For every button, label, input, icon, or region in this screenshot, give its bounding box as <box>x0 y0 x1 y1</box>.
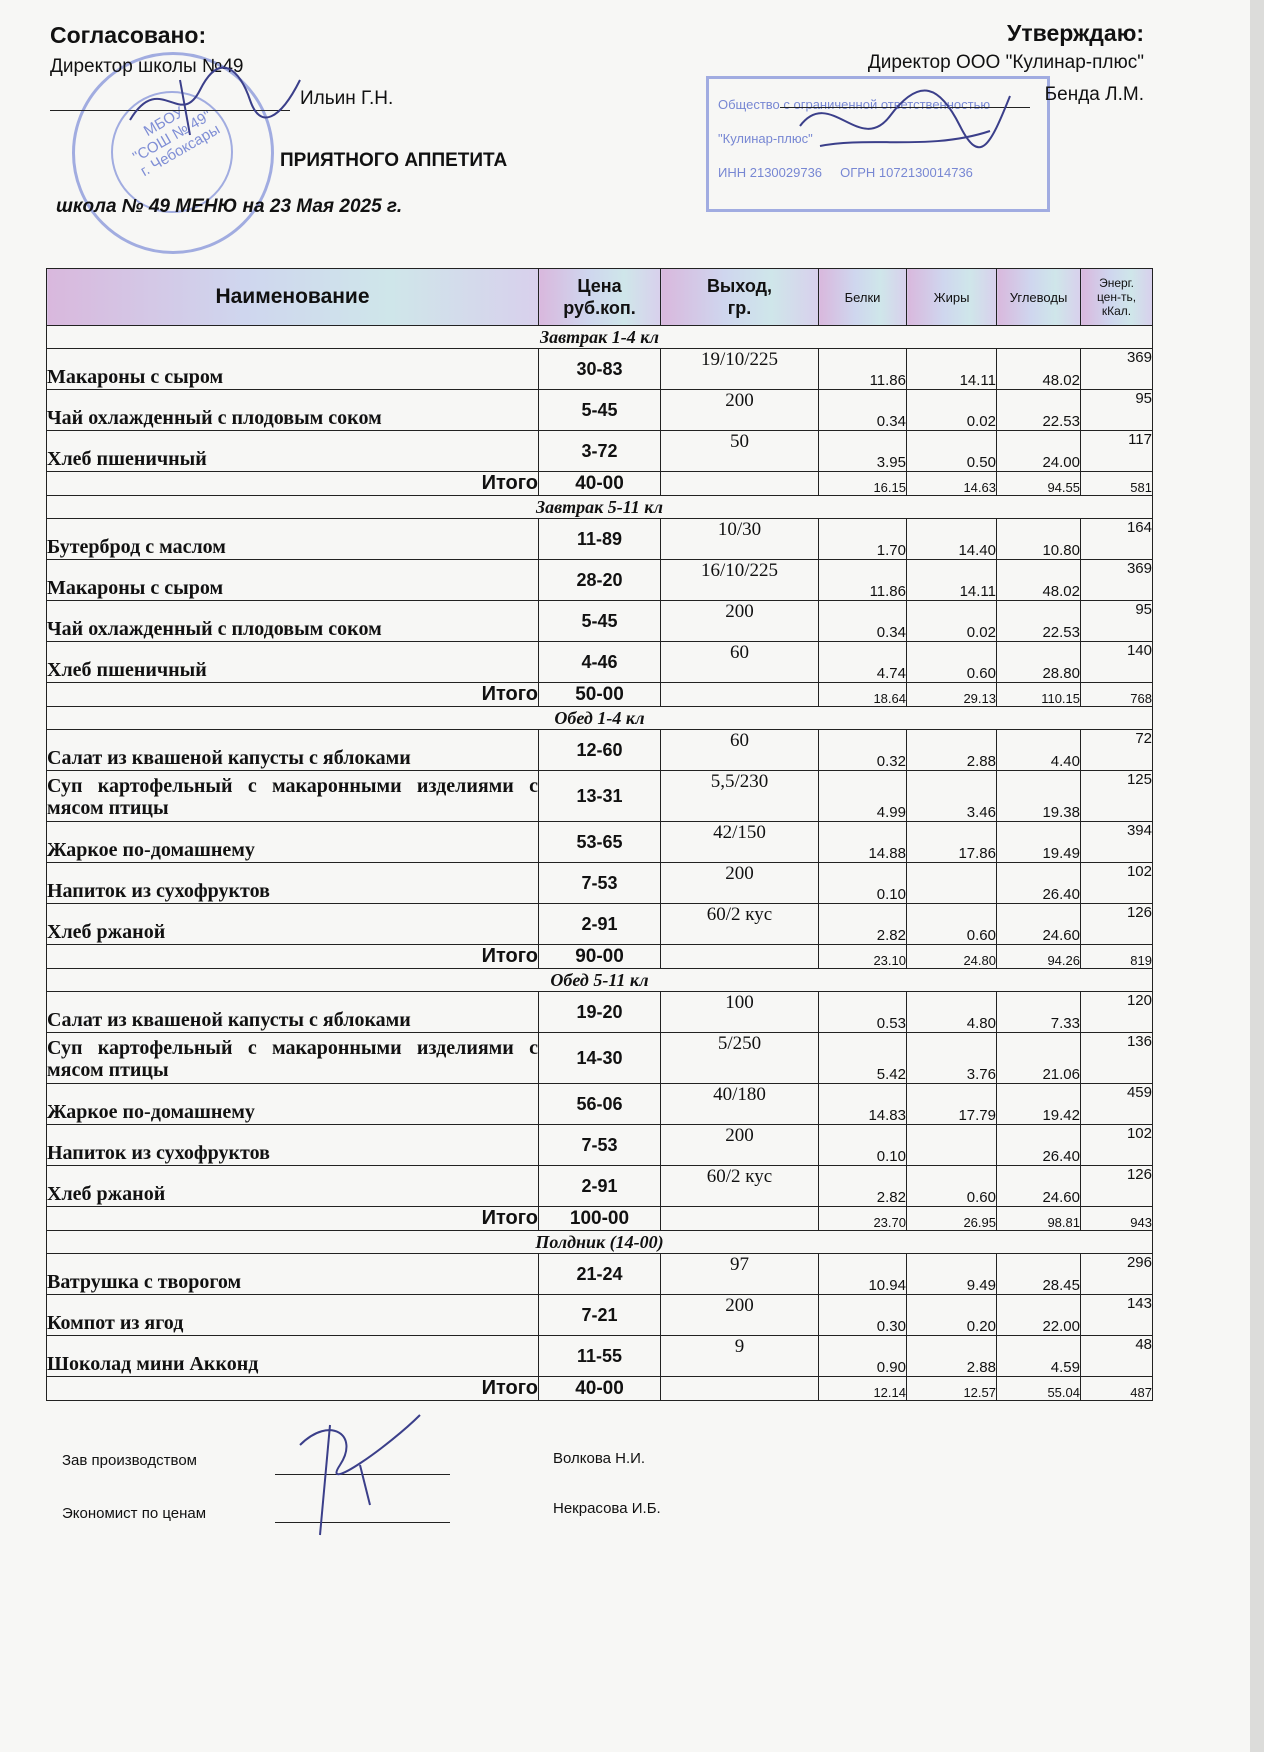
dish-yield: 5,5/230 <box>661 771 819 822</box>
dish-price: 2-91 <box>539 904 661 945</box>
footer-signature <box>270 1405 450 1545</box>
section-row <box>47 1231 1153 1254</box>
dish-name: Суп картофельный с макаронными изделиями с мясом птицы <box>47 771 539 822</box>
dish-fat: 17.86 <box>907 822 997 863</box>
total-fat: 26.95 <box>907 1207 997 1231</box>
total-label: Итого <box>47 472 539 496</box>
dish-yield: 16/10/225 <box>661 560 819 601</box>
total-price: 90-00 <box>539 945 661 969</box>
dish-carbs: 26.40 <box>997 863 1081 904</box>
dish-name: Жаркое по-домашнему <box>47 822 539 863</box>
total-energy: 487 <box>1081 1377 1153 1401</box>
dish-name: Макароны с сыром <box>47 349 539 390</box>
dish-name: Хлеб ржаной <box>47 1166 539 1207</box>
total-protein: 23.70 <box>819 1207 907 1231</box>
dish-name: Компот из ягод <box>47 1295 539 1336</box>
section-title: Завтрак 1-4 кл <box>47 326 1153 349</box>
total-fat: 24.80 <box>907 945 997 969</box>
dish-name: Чай охлажденный с плодовым соком <box>47 601 539 642</box>
total-yield-empty <box>661 1207 819 1231</box>
dish-energy: 95 <box>1081 601 1153 642</box>
dish-protein: 1.70 <box>819 519 907 560</box>
total-energy: 819 <box>1081 945 1153 969</box>
total-carbs: 110.15 <box>997 683 1081 707</box>
dish-protein: 0.10 <box>819 863 907 904</box>
dish-carbs: 28.80 <box>997 642 1081 683</box>
dish-energy: 126 <box>1081 904 1153 945</box>
total-fat: 29.13 <box>907 683 997 707</box>
total-protein: 23.10 <box>819 945 907 969</box>
dish-name: Бутерброд с маслом <box>47 519 539 560</box>
dish-price: 56-06 <box>539 1084 661 1125</box>
dish-fat: 14.40 <box>907 519 997 560</box>
dish-yield: 50 <box>661 431 819 472</box>
table-row <box>47 642 1153 683</box>
total-row <box>47 472 1153 496</box>
table-row <box>47 431 1153 472</box>
total-yield-empty <box>661 1377 819 1401</box>
table-row <box>47 1254 1153 1295</box>
total-protein: 12.14 <box>819 1377 907 1401</box>
dish-yield: 60 <box>661 642 819 683</box>
section-row <box>47 326 1153 349</box>
total-fat: 12.57 <box>907 1377 997 1401</box>
table-row <box>47 1336 1153 1377</box>
dish-price: 12-60 <box>539 730 661 771</box>
confirm-position: Директор ООО "Кулинар-плюс" <box>867 52 1144 73</box>
dish-carbs: 26.40 <box>997 1125 1081 1166</box>
dish-carbs: 19.42 <box>997 1084 1081 1125</box>
dish-protein: 3.95 <box>819 431 907 472</box>
total-energy: 943 <box>1081 1207 1153 1231</box>
dish-protein: 0.30 <box>819 1295 907 1336</box>
dish-protein: 2.82 <box>819 1166 907 1207</box>
section-title: Обед 5-11 кл <box>47 969 1153 992</box>
col-name-header: Наименование <box>47 269 539 326</box>
total-price: 100-00 <box>539 1207 661 1231</box>
col-price-header: Цена руб.коп. <box>539 269 661 326</box>
dish-energy: 72 <box>1081 730 1153 771</box>
dish-carbs: 24.00 <box>997 431 1081 472</box>
section-row <box>47 707 1153 730</box>
dish-fat <box>907 863 997 904</box>
dish-fat <box>907 1125 997 1166</box>
dish-fat: 0.60 <box>907 904 997 945</box>
table-row <box>47 601 1153 642</box>
dish-carbs: 48.02 <box>997 560 1081 601</box>
dish-name: Салат из квашеной капусты с яблоками <box>47 992 539 1033</box>
table-row <box>47 1084 1153 1125</box>
dish-price: 5-45 <box>539 390 661 431</box>
table-row <box>47 390 1153 431</box>
dish-yield: 40/180 <box>661 1084 819 1125</box>
total-carbs: 94.55 <box>997 472 1081 496</box>
dish-fat: 0.20 <box>907 1295 997 1336</box>
dish-carbs: 48.02 <box>997 349 1081 390</box>
dish-fat: 3.46 <box>907 771 997 822</box>
dish-protein: 2.82 <box>819 904 907 945</box>
table-row <box>47 992 1153 1033</box>
dish-carbs: 24.60 <box>997 1166 1081 1207</box>
dish-fat: 17.79 <box>907 1084 997 1125</box>
total-protein: 18.64 <box>819 683 907 707</box>
dish-name: Суп картофельный с макаронными изделиями с мясом птицы <box>47 1033 539 1084</box>
dish-price: 13-31 <box>539 771 661 822</box>
col-energy-header: Энерг. цен-ть, кКал. <box>1081 269 1153 326</box>
table-row <box>47 1166 1153 1207</box>
section-title: Полдник (14-00) <box>47 1231 1153 1254</box>
dish-fat: 0.60 <box>907 642 997 683</box>
dish-energy: 459 <box>1081 1084 1153 1125</box>
menu-body <box>47 326 1153 1401</box>
dish-price: 21-24 <box>539 1254 661 1295</box>
scan-edge <box>1250 0 1264 1752</box>
dish-price: 19-20 <box>539 992 661 1033</box>
dish-energy: 369 <box>1081 349 1153 390</box>
table-row <box>47 863 1153 904</box>
dish-price: 28-20 <box>539 560 661 601</box>
dish-price: 7-53 <box>539 1125 661 1166</box>
dish-yield: 42/150 <box>661 822 819 863</box>
approval-title: Согласовано: <box>50 22 207 48</box>
dish-fat: 0.02 <box>907 390 997 431</box>
dish-name: Шоколад мини Акконд <box>47 1336 539 1377</box>
dish-protein: 11.86 <box>819 560 907 601</box>
col-carbs-header: Углеводы <box>997 269 1081 326</box>
dish-energy: 140 <box>1081 642 1153 683</box>
dish-protein: 14.88 <box>819 822 907 863</box>
total-row <box>47 1377 1153 1401</box>
dish-price: 30-83 <box>539 349 661 390</box>
dish-energy: 394 <box>1081 822 1153 863</box>
total-price: 40-00 <box>539 1377 661 1401</box>
dish-price: 3-72 <box>539 431 661 472</box>
dish-energy: 120 <box>1081 992 1153 1033</box>
dish-carbs: 22.53 <box>997 601 1081 642</box>
table-row <box>47 771 1153 822</box>
director-signature <box>120 60 310 140</box>
dish-carbs: 21.06 <box>997 1033 1081 1084</box>
dish-name: Салат из квашеной капусты с яблоками <box>47 730 539 771</box>
dish-carbs: 24.60 <box>997 904 1081 945</box>
table-row <box>47 519 1153 560</box>
total-label: Итого <box>47 683 539 707</box>
dish-name: Ватрушка с творогом <box>47 1254 539 1295</box>
dish-protein: 0.53 <box>819 992 907 1033</box>
total-row <box>47 1207 1153 1231</box>
col-yield-header: Выход, гр. <box>661 269 819 326</box>
dish-name: Чай охлажденный с плодовым соком <box>47 390 539 431</box>
dish-yield: 200 <box>661 601 819 642</box>
company-stamp-text: Общество с ограниченной ответственностью "Кулинар-плюс" ИНН 2130029736 ОГРН 1072130014736 <box>718 97 991 180</box>
dish-price: 5-45 <box>539 601 661 642</box>
dish-yield: 200 <box>661 1295 819 1336</box>
dish-energy: 143 <box>1081 1295 1153 1336</box>
table-row <box>47 349 1153 390</box>
table-row <box>47 1033 1153 1084</box>
total-carbs: 98.81 <box>997 1207 1081 1231</box>
dish-protein: 5.42 <box>819 1033 907 1084</box>
total-label: Итого <box>47 1207 539 1231</box>
dish-yield: 100 <box>661 992 819 1033</box>
total-yield-empty <box>661 945 819 969</box>
total-carbs: 94.26 <box>997 945 1081 969</box>
dish-fat: 14.11 <box>907 560 997 601</box>
dish-energy: 369 <box>1081 560 1153 601</box>
dish-yield: 200 <box>661 390 819 431</box>
total-yield-empty <box>661 683 819 707</box>
dish-yield: 200 <box>661 1125 819 1166</box>
dish-name: Напиток из сухофруктов <box>47 1125 539 1166</box>
table-row <box>47 730 1153 771</box>
section-row <box>47 496 1153 519</box>
dish-protein: 10.94 <box>819 1254 907 1295</box>
table-row <box>47 1125 1153 1166</box>
ceo-signature <box>790 76 1020 166</box>
dish-energy: 102 <box>1081 863 1153 904</box>
dish-fat: 0.50 <box>907 431 997 472</box>
footer-role-economist: Экономист по ценам <box>62 1505 207 1522</box>
dish-price: 2-91 <box>539 1166 661 1207</box>
confirm-title: Утверждаю: <box>1007 20 1144 46</box>
dish-energy: 296 <box>1081 1254 1153 1295</box>
dish-yield: 200 <box>661 863 819 904</box>
dish-protein: 14.83 <box>819 1084 907 1125</box>
dish-fat: 14.11 <box>907 349 997 390</box>
dish-carbs: 4.59 <box>997 1336 1081 1377</box>
dish-carbs: 22.00 <box>997 1295 1081 1336</box>
total-price: 50-00 <box>539 683 661 707</box>
total-energy: 768 <box>1081 683 1153 707</box>
dish-yield: 19/10/225 <box>661 349 819 390</box>
approval-position: Директор школы №49 <box>50 56 244 77</box>
total-energy: 581 <box>1081 472 1153 496</box>
total-row <box>47 945 1153 969</box>
dish-carbs: 19.38 <box>997 771 1081 822</box>
confirm-signer: Бенда Л.М. <box>1044 84 1144 105</box>
table-row <box>47 560 1153 601</box>
total-price: 40-00 <box>539 472 661 496</box>
dish-protein: 4.99 <box>819 771 907 822</box>
dish-carbs: 7.33 <box>997 992 1081 1033</box>
dish-fat: 0.02 <box>907 601 997 642</box>
table-row <box>47 1295 1153 1336</box>
dish-yield: 60/2 кус <box>661 904 819 945</box>
dish-yield: 5/250 <box>661 1033 819 1084</box>
dish-energy: 48 <box>1081 1336 1153 1377</box>
dish-protein: 0.10 <box>819 1125 907 1166</box>
footer-name-economist: Некрасова И.Б. <box>553 1500 661 1517</box>
total-carbs: 55.04 <box>997 1377 1081 1401</box>
menu-table <box>46 268 1153 1401</box>
dish-carbs: 28.45 <box>997 1254 1081 1295</box>
dish-price: 11-89 <box>539 519 661 560</box>
dish-protein: 0.90 <box>819 1336 907 1377</box>
dish-fat: 3.76 <box>907 1033 997 1084</box>
dish-energy: 95 <box>1081 390 1153 431</box>
dish-fat: 0.60 <box>907 1166 997 1207</box>
dish-fat: 2.88 <box>907 730 997 771</box>
dish-energy: 102 <box>1081 1125 1153 1166</box>
dish-name: Напиток из сухофруктов <box>47 863 539 904</box>
dish-fat: 2.88 <box>907 1336 997 1377</box>
total-label: Итого <box>47 1377 539 1401</box>
table-row <box>47 822 1153 863</box>
dish-yield: 60/2 кус <box>661 1166 819 1207</box>
dish-protein: 11.86 <box>819 349 907 390</box>
dish-name: Хлеб пшеничный <box>47 431 539 472</box>
section-row <box>47 969 1153 992</box>
dish-price: 7-21 <box>539 1295 661 1336</box>
approval-signer: Ильин Г.Н. <box>300 88 394 109</box>
footer-role-production: Зав производством <box>62 1452 197 1469</box>
dish-fat: 4.80 <box>907 992 997 1033</box>
dish-name: Хлеб пшеничный <box>47 642 539 683</box>
dish-yield: 97 <box>661 1254 819 1295</box>
dish-name: Макароны с сыром <box>47 560 539 601</box>
dish-price: 4-46 <box>539 642 661 683</box>
dish-energy: 125 <box>1081 771 1153 822</box>
dish-protein: 0.34 <box>819 390 907 431</box>
dish-protein: 0.34 <box>819 601 907 642</box>
dish-carbs: 22.53 <box>997 390 1081 431</box>
dish-energy: 164 <box>1081 519 1153 560</box>
dish-energy: 126 <box>1081 1166 1153 1207</box>
dish-protein: 4.74 <box>819 642 907 683</box>
table-row <box>47 904 1153 945</box>
menu-date: школа № 49 МЕНЮ на 23 Мая 2025 г. <box>56 196 403 217</box>
col-protein-header: Белки <box>819 269 907 326</box>
dish-price: 7-53 <box>539 863 661 904</box>
dish-price: 14-30 <box>539 1033 661 1084</box>
dish-carbs: 4.40 <box>997 730 1081 771</box>
dish-protein: 0.32 <box>819 730 907 771</box>
total-row <box>47 683 1153 707</box>
dish-name: Хлеб ржаной <box>47 904 539 945</box>
dish-yield: 60 <box>661 730 819 771</box>
dish-energy: 117 <box>1081 431 1153 472</box>
total-yield-empty <box>661 472 819 496</box>
dish-fat: 9.49 <box>907 1254 997 1295</box>
dish-name: Жаркое по-домашнему <box>47 1084 539 1125</box>
dish-energy: 136 <box>1081 1033 1153 1084</box>
dish-price: 11-55 <box>539 1336 661 1377</box>
total-label: Итого <box>47 945 539 969</box>
dish-yield: 9 <box>661 1336 819 1377</box>
col-fat-header: Жиры <box>907 269 997 326</box>
round-stamp-text: МБОУ "СОШ № 49" г. Чебоксары <box>129 103 223 180</box>
dish-carbs: 19.49 <box>997 822 1081 863</box>
total-fat: 14.63 <box>907 472 997 496</box>
section-title: Завтрак 5-11 кл <box>47 496 1153 519</box>
section-title: Обед 1-4 кл <box>47 707 1153 730</box>
dish-yield: 10/30 <box>661 519 819 560</box>
appetite-heading: ПРИЯТНОГО АППЕТИТА <box>280 150 508 171</box>
total-protein: 16.15 <box>819 472 907 496</box>
dish-carbs: 10.80 <box>997 519 1081 560</box>
table-header-row <box>47 269 1153 326</box>
footer-name-production: Волкова Н.И. <box>553 1450 646 1467</box>
dish-price: 53-65 <box>539 822 661 863</box>
